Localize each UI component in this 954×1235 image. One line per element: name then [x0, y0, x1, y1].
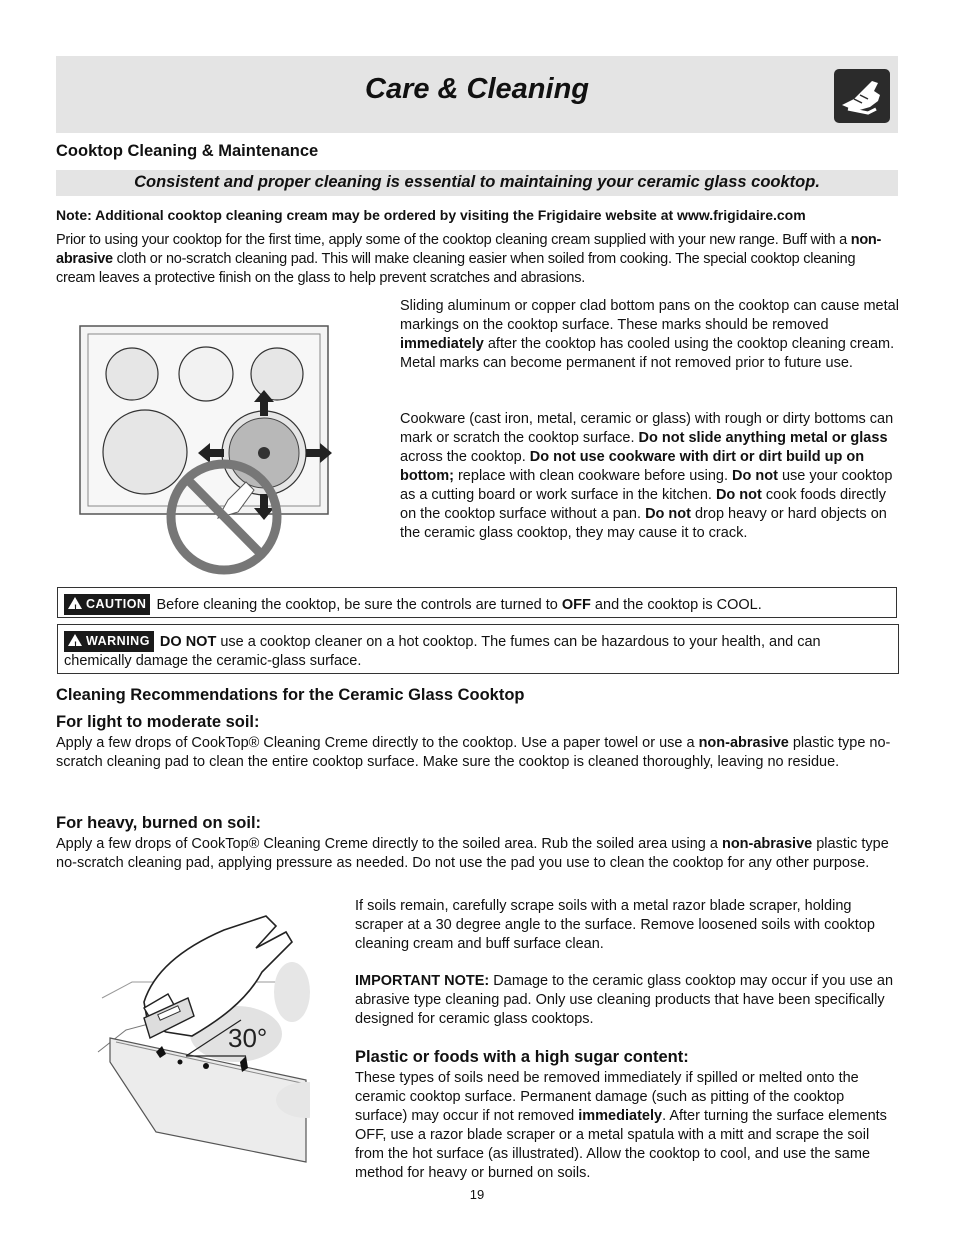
caution-label: ! CAUTION	[64, 594, 150, 615]
heavy-soil-paragraph: Apply a few drops of CookTop® Cleaning Creme directly to the soiled area. Rub the soiled area using a non-abrasive plastic type no-scratch cleaning pad, applying pressure as needed. Do not use the pad you use to clean the cooktop for any other purpose.	[56, 836, 889, 871]
warning-label: ! WARNING	[64, 631, 154, 652]
angle-label: 30°	[228, 1023, 268, 1053]
scrape-paragraph: If soils remain, carefully scrape soils with a metal razor blade scraper, holding scraper at a 30 degree angle to the surface. Remove loosened soils with cooktop cleaning cream and buff surface clean.	[355, 898, 875, 952]
cooktop-no-slide-illustration	[78, 322, 336, 587]
cookware-paragraph: Cookware (cast iron, metal, ceramic or glass) with rough or dirty bottoms can mark or scratch the cooktop surface. Do not slide anything metal or glass across the cooktop. Do not use cookware with dirt or dirt build up on bottom; replace with clean cookware before using. Do not use your cooktop as a cutting board or work surface in the kitchen. Do not cook foods directly on the cooktop surface without a pan. Do not drop heavy or hard objects on the ceramic glass cooktop, they may cause it to crack.	[400, 411, 894, 541]
light-soil-paragraph: Apply a few drops of CookTop® Cleaning Creme directly to the cooktop. Use a paper towel or use a non-abrasive plastic type no-scratch cleaning pad to clean the entire cooktop surface. Make sure the cooktop is cleaned thoroughly, leaving no residue.	[56, 735, 891, 770]
sugar-paragraph: These types of soils need be removed immediately if spilled or melted onto the ceramic cooktop surface. Permanent damage (such as pitting of the cooktop surface) may occur if not removed immediately. After turning the surface elements OFF, use a razor blade scraper or a metal spatula with a mitt and scrape the soil from the hot surface (as illustrated). Allow the cooktop to cool, and use the same method for heavy or burned on soils.	[355, 1070, 887, 1181]
heavy-soil-heading: For heavy, burned on soil:	[56, 814, 262, 832]
caution-box: ! CAUTION Before cleaning the cooktop, be sure the controls are turned to OFF and the cooktop is COOL.	[57, 587, 897, 618]
intro-paragraph: Prior to using your cooktop for the first time, apply some of the cooktop cleaning cream supplied with your new range. Buff with a non-abrasive cloth or no-scratch cleaning pad. This will make cleaning easier when soiled from cooking. The special cooktop cleaning cream leaves a protective finish on the glass to help prevent scratches and abrasions.	[56, 232, 882, 286]
warning-box: ! WARNING DO NOT use a cooktop cleaner on a hot cooktop. The fumes can be hazardous to your health, and can chemically damage the ceramic-glass surface.	[57, 624, 899, 674]
website-note: Note: Additional cooktop cleaning cream may be ordered by visiting the Frigidaire website at www.frigidaire.com	[56, 207, 806, 223]
alert-triangle-icon: !	[68, 597, 82, 609]
page-title: Care & Cleaning	[365, 73, 589, 105]
sugar-heading: Plastic or foods with a high sugar content:	[355, 1048, 689, 1066]
section-heading-recommendations: Cleaning Recommendations for the Ceramic Glass Cooktop	[56, 686, 525, 704]
cleaning-hand-icon	[834, 69, 890, 123]
page-number: 19	[469, 1187, 485, 1202]
intro-banner-text: Consistent and proper cleaning is essential to maintaining your ceramic glass cooktop.	[134, 173, 820, 191]
scraper-30-degree-illustration	[96, 912, 310, 1173]
important-note-paragraph: IMPORTANT NOTE: Damage to the ceramic glass cooktop may occur if you use an abrasive type cleaning pad. Only use cleaning products that have been specifically designed for ceramic glass cooktops.	[355, 973, 894, 1027]
alert-triangle-icon: !	[68, 634, 82, 646]
section-heading-cooktop-cleaning: Cooktop Cleaning & Maintenance	[56, 142, 319, 160]
light-soil-heading: For light to moderate soil:	[56, 713, 260, 731]
pan-marks-paragraph: Sliding aluminum or copper clad bottom pans on the cooktop can cause metal markings on the cooktop surface. These marks should be removed immediately after the cooktop has cooled using the cooktop cleaning cream. Metal marks can become permanent if not removed prior to future use.	[400, 298, 899, 371]
